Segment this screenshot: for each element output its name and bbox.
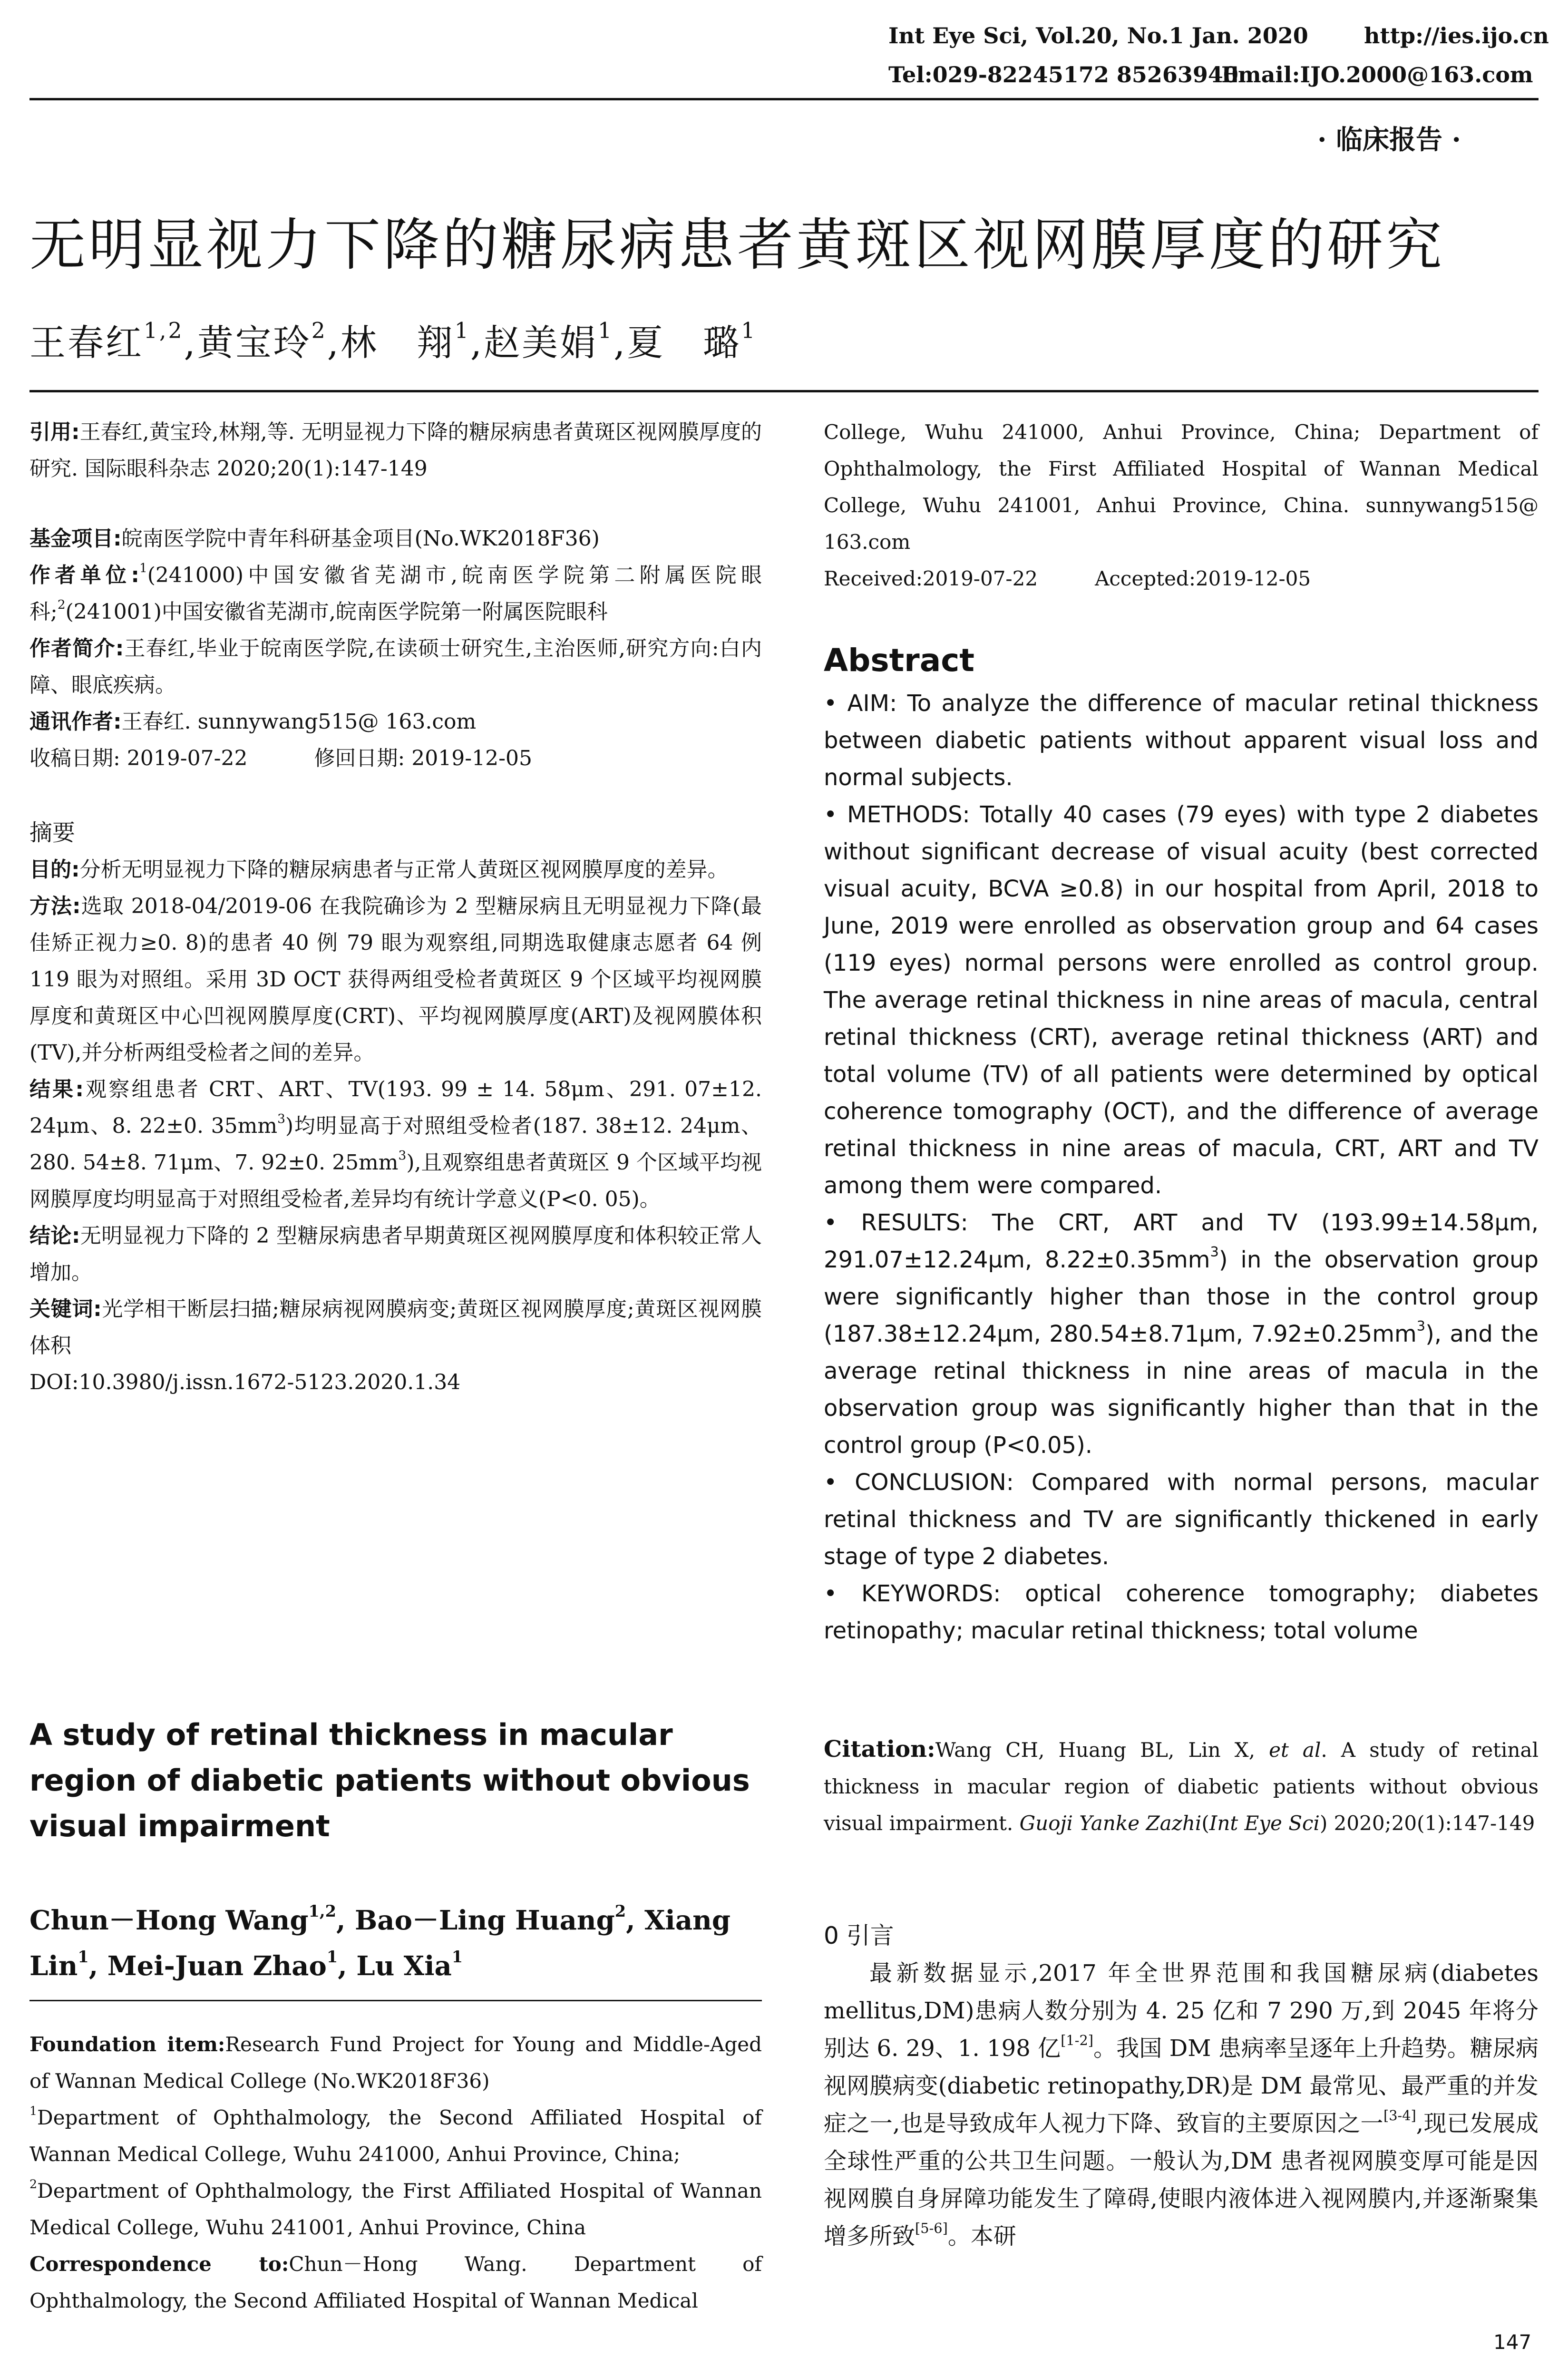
aff2-sup: 2 [29,2177,38,2191]
aim-text: 分析无明显视力下降的糖尿病患者与正常人黄斑区视网膜厚度的差异。 [79,857,729,882]
title-en: A study of retinal thickness in macular region of diabetic patients without obvious visual impairment [29,1717,750,1843]
citation-text-2: . A study of retinal thickness in macular region of diabetic patients without obvious visual impairment. [824,1738,1539,1835]
result-label: 结果: [29,1077,84,1101]
received-date: 收稿日期: 2019-07-22 [29,746,248,770]
accepted-en: Accepted:2019-12-05 [1095,567,1311,590]
concl-label: 结论: [29,1224,80,1248]
intro-ref-3[interactable]: [5-6] [915,2220,948,2236]
cite-text: 王春红,黄宝玲,林翔,等. 无明显视力下降的糖尿病患者黄斑区视网膜厚度的研究. 国际眼科杂志 2020;20(1):147-149 [29,420,762,481]
citation-journal-en: Int Eye Sci [1209,1812,1320,1835]
author-en-name: Bao－Ling Huang [354,1905,615,1936]
aff1-sup: 1 [29,2104,38,2118]
citation-etal: et al [1269,1738,1321,1762]
kw-label: 关键词: [29,1297,102,1321]
unit-sup-2: 2 [57,597,66,612]
journal-tel: Tel:029-82245172 85263940 [888,62,1238,88]
author-en-separator: , [626,1905,645,1936]
authors-cn [29,314,757,366]
result-sup-1: 3 [277,1111,285,1126]
intro-body [824,1955,1539,2255]
abstract-methods: • METHODS: Totally 40 cases (79 eyes) with type 2 diabetes without significant decrease of visual acuity (best corrected visual acuity, BCVA ≥0.8) in our hospital from April, 2018 to June, 2019 were enrolled as observation group and 64 cases (119 eyes) normal persons were enrolled as control group. The average retinal thickness in nine areas of macula, central retinal thickness (CRT), average retinal thickness (ART) and total volume (TV) of all patients were determined by optical coherence tomography (OCT), and the difference of average retinal thickness in nine areas of macula, CRT, ART and TV among them were compared. [824,801,1539,1199]
author-en-affil-sup: 2 [614,1901,626,1921]
author-cn-affil-sup: 1 [454,318,470,343]
correspondence-continued: College, Wuhu 241000, Anhui Province, China; Department of Ophthalmology, the First Affiliated Hospital of Wannan Medical College, Wuhu 241001, Anhui Province, China. sunnywang515@ 163.com [824,420,1539,554]
abstract-conclusion: • CONCLUSION: Compared with normal persons, macular retinal thickness and TV are significantly thickened in early stage of type 2 diabetes. [824,1469,1539,1570]
kw-text: 光学相干断层扫描;糖尿病视网膜病变;黄斑区视网膜厚度;黄斑区视网膜体积 [29,1297,762,1358]
intro-text-3: ,现已发展成全球性严重的公共卫生问题。一般认为,DM 患者视网膜变厚可能是因视网膜自身屏障功能发生了障碍,使眼内液体进入视网膜内,并逐渐聚集增多所致 [824,2110,1539,2250]
author-cn-affil-sup: 2 [311,318,327,343]
bio-text: 王春红,毕业于皖南医学院,在读硕士研究生,主治医师,研究方向:白内障、眼底疾病。 [29,636,762,697]
corr-label: 通讯作者: [29,710,122,734]
bio-label: 作者简介: [29,636,124,661]
author-cn-name: 王春红 [29,321,144,364]
author-en-name: Xiang Lin [29,1905,730,1982]
left-column [29,414,762,1401]
author-en-affil-sup: 1 [326,1947,338,1967]
affiliation-1: Department of Ophthalmology, the Second Affiliated Hospital of Wannan Medical College, Wuhu 241000, Anhui Province, China; [29,2106,762,2166]
doi[interactable]: DOI:10.3980/j.issn.1672-5123.2020.1.34 [29,1370,461,1394]
correspondence-text: Chun－Hong Wang. Department of Ophthalmology, the Second Affiliated Hospital of Wannan Medical [29,2252,762,2312]
author-cn-name: 林 翔 [340,321,455,364]
foundation-label: Foundation item: [29,2033,225,2056]
result-text-3: ),且观察组患者黄斑区 9 个区域平均视网膜厚度均明显高于对照组受检者,差异均有统计学意义(P<0. 05)。 [29,1150,762,1211]
citation-text-3: ( [1201,1812,1209,1835]
foundation-text: Research Fund Project for Young and Middle-Aged of Wannan Medical College (No.WK2018F36) [29,2033,762,2093]
author-cn-name: 赵美娟 [484,321,598,364]
citation-label: Citation: [824,1736,935,1763]
correspondence-label: Correspondence to: [29,2252,289,2276]
abstract-results-3: ), and the average retinal thickness in nine areas of macula in the observation group was significantly higher than that in the control group (P<0.05). [824,1321,1539,1459]
unit-sup-1: 1 [139,560,147,575]
header-rule [29,98,1539,100]
intro-ref-1[interactable]: [1-2] [1061,2032,1094,2048]
corr-text[interactable]: 王春红. sunnywang515@ 163.com [121,710,477,734]
abstract-results-sup-2: 3 [1416,1317,1426,1334]
abstract-results-sup-1: 3 [1210,1243,1219,1260]
author-cn-affil-sup: 1 [741,318,757,343]
author-en-affil-sup: 1 [451,1947,463,1967]
abstract-aim: • AIM: To analyze the difference of macular retinal thickness between diabetic patients without apparent visual loss and normal subjects. [824,690,1539,791]
journal-email[interactable]: Email:IJO.2000@163.com [1221,62,1533,88]
page-number: 147 [1493,2330,1532,2354]
author-cn-separator: , [470,321,484,364]
cite-label: 引用: [29,420,80,444]
author-cn-separator: , [614,321,627,364]
left-foundation-block [29,2026,762,2319]
author-cn-separator: , [327,321,341,364]
author-cn-name: 夏 璐 [627,321,741,364]
citation-block [824,1731,1539,1841]
fund-label: 基金项目: [29,526,122,551]
abstract-head-cn: 摘要 [29,819,76,846]
author-en-affil-sup: 1 [78,1947,89,1967]
title-rule [29,390,1539,392]
method-text: 选取 2018-04/2019-06 在我院确诊为 2 型糖尿病且无明显视力下降(最佳矫正视力≥0. 8)的患者 40 例 79 眼为观察组,同期选取健康志愿者 64 例 119 眼为对照组。采用 3D OCT 获得两组受检者黄斑区 9 个区域平均视网膜厚度和黄斑区中心凹视网膜厚度(CRT)、平均视网膜厚度(ART)及视网膜体积(TV),并分析两组受检者之间的差异。 [29,894,762,1065]
right-meta [824,414,1539,597]
result-sup-2: 3 [398,1148,407,1163]
authors-rule [29,2000,762,2001]
abstract-title: Abstract [824,642,974,679]
abstract-results-2: ) in the observation group were significantly higher than those in the control group (187.38±12.24μm, 280.54±8.71μm, 7.92±0.25mm [824,1247,1539,1347]
concl-text: 无明显视力下降的 2 型糖尿病患者早期黄斑区视网膜厚度和体积较正常人增加。 [29,1224,762,1285]
intro-ref-2[interactable]: [3-4] [1383,2107,1416,2124]
author-en-name: Chun－Hong Wang [29,1905,309,1936]
received-en: Received:2019-07-22 [824,567,1038,590]
journal-url[interactable]: http://ies.ijo.cn [1364,23,1549,49]
intro-text-2: 。我国 DM 患病率呈逐年上升趋势。糖尿病视网膜病变(diabetic retinopathy,DR)是 DM 最常见、最严重的并发症之一,也是导致成年人视力下降、致盲的主要原因之一 [824,2035,1539,2137]
citation-journal: Guoji Yanke Zazhi [1019,1812,1202,1835]
author-cn-affil-sup: 1,2 [144,318,184,343]
citation-text-1: Wang CH, Huang BL, Lin X, [935,1738,1269,1762]
title-cn: 无明显视力下降的糖尿病患者黄斑区视网膜厚度的研究 [29,212,1445,278]
authors-en [29,1898,762,1989]
abstract-keywords: • KEYWORDS: optical coherence tomography; diabetes retinopathy; macular retinal thickness; total volume [824,1580,1539,1644]
citation-text-4: ) 2020;20(1):147-149 [1319,1812,1535,1835]
fund-text: 皖南医学院中青年科研基金项目(No.WK2018F36) [121,526,600,551]
unit-part-1: (241000)中国安徽省芜湖市,皖南医学院第二附属医院眼科; [29,563,762,624]
author-cn-separator: , [184,321,197,364]
author-cn-name: 黄宝玲 [197,321,312,364]
intro-text-4: 。本研 [947,2223,1016,2250]
revised-date: 修回日期: 2019-12-05 [314,746,532,770]
unit-part-2: (241001)中国安徽省芜湖市,皖南医学院第一附属医院眼科 [65,600,608,624]
author-en-separator: , [338,1950,357,1982]
author-en-separator: , [88,1950,107,1982]
result-text-2: )均明显高于对照组受检者(187. 38±12. 24μm、280. 54±8. 71μm、7. 92±0. 25mm [29,1114,762,1175]
journal-info: Int Eye Sci, Vol.20, No.1 Jan. 2020 [888,23,1308,49]
abstract-results-1: • RESULTS: The CRT, ART and TV (193.99±14.58μm, 291.07±12.24μm, 8.22±0.35mm [824,1209,1539,1273]
method-label: 方法: [29,894,81,918]
intro-heading: 0 引言 [824,1922,894,1949]
author-cn-affil-sup: 1 [598,318,614,343]
abstract-en [824,685,1539,1649]
section-label: · 临床报告 · [1317,124,1461,156]
result-text-1: 观察组患者 CRT、ART、TV(193. 99 ± 14. 58μm、291. 07±12. 24μm、8. 22±0. 35mm [29,1077,762,1138]
aim-label: 目的: [29,857,80,882]
author-en-name: Lu Xia [356,1950,452,1982]
intro-text-1: 最新数据显示,2017 年全世界范围和我国糖尿病(diabetes mellitus,DM)患病人数分别为 4. 25 亿和 7 290 万,到 2045 年将分别达 6. 29、1. 198 亿 [824,1960,1539,2062]
affiliation-2: Department of Ophthalmology, the First Affiliated Hospital of Wannan Medical College, Wuhu 241001, Anhui Province, China [29,2179,762,2239]
unit-label: 作者单位: [29,563,139,587]
author-en-name: Mei-Juan Zhao [107,1950,327,1982]
author-en-separator: , [336,1905,355,1936]
author-en-affil-sup: 1,2 [308,1901,336,1921]
